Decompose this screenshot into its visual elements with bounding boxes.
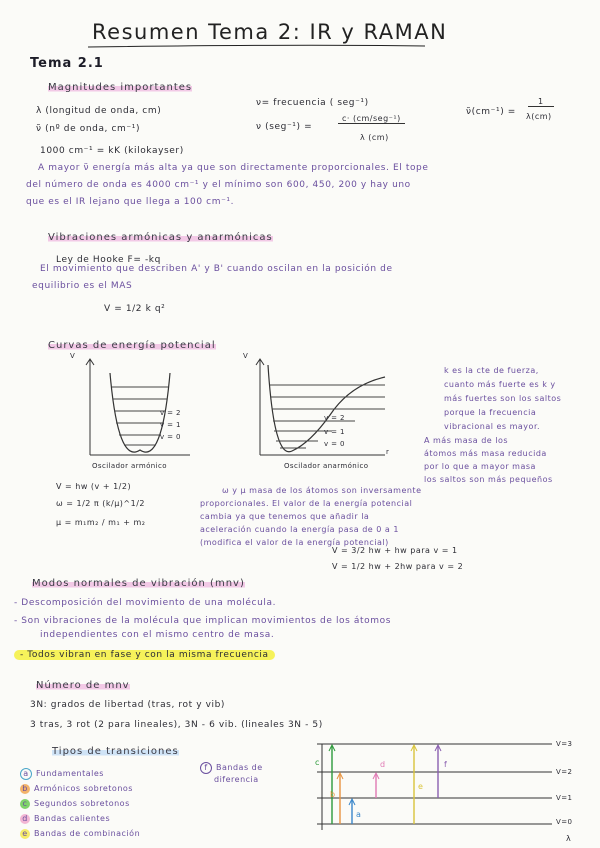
energy-eq: V = hw (v + 1/2): [56, 482, 132, 491]
vibraciones-heading: Vibraciones armónicas y anarmónicas: [48, 232, 273, 243]
page-title: Resumen Tema 2: IR y RAMAN: [92, 20, 448, 44]
energy-v1: V = 3/2 hw + hw para v = 1: [332, 546, 458, 555]
numero-heading: Número de mnv: [36, 680, 130, 691]
modos-bullet-3: - Todos vibran en fase y con la misma frecuencia: [14, 650, 275, 660]
mass-note: A más masa de los átomos más masa reducida por lo que a mayor masa los saltos son más pequeños: [424, 436, 553, 484]
modos-bullet-1: - Descomposición del movimiento de una molécula.: [14, 598, 277, 608]
hooke-law: Ley de Hooke F= -kq: [56, 255, 161, 265]
vib-line-2: El movimiento que describen A' y B' cuando oscilan en la posición de: [40, 264, 393, 274]
mag-paragraph-2: del número de onda es 4000 cm⁻¹ y el mínimo son 600, 450, 200 y hay uno: [26, 180, 411, 190]
transiciones-heading: Tipos de transiciones: [52, 746, 179, 757]
title-underline: [0, 0, 600, 60]
arrow-label-d: d: [380, 760, 386, 769]
list-item: e Bandas de combinación: [20, 826, 140, 841]
level-v3: V=3: [556, 740, 573, 748]
anharmonic-level-1: v = 1: [324, 428, 345, 436]
energy-v2: V = 1/2 hw + 2hw para v = 2: [332, 562, 464, 571]
modos-bullet-2b: independientes con el mismo centro de masa.: [40, 630, 275, 640]
harmonic-caption: Oscilador armónico: [92, 462, 167, 470]
curvas-heading: Curvas de energía potencial: [48, 340, 216, 351]
arrow-label-c: c: [315, 758, 320, 767]
subtitle: Tema 2.1: [30, 56, 104, 71]
vib-line-3: equilibrio es el MAS: [32, 281, 133, 291]
anharmonic-level-0: v = 0: [324, 440, 345, 448]
vib-potential-eq: V = 1/2 k q²: [104, 304, 166, 314]
k-constant-note: k es la cte de fuerza, cuanto más fuerte es k y más fuertes son los saltos porque la frecuencia vibracional es mayor.: [444, 366, 562, 431]
mag-frequency-eq: ν (seg⁻¹) =: [256, 122, 313, 132]
transitions-diagram: [312, 736, 572, 836]
mag-freq-numerator: c· (cm/seg⁻¹): [338, 114, 405, 124]
magnitudes-heading: Magnitudes importantes: [48, 82, 193, 93]
lambda-axis: λ: [566, 834, 572, 843]
mag-wn-denominator: λ(cm): [526, 112, 552, 121]
list-item: b Armónicos sobretonos: [20, 781, 140, 796]
difference-bands: f Bandas de diferencia: [200, 762, 263, 786]
anharmonic-oscillator-graph: [240, 355, 390, 465]
anharmonic-level-2: v = 2: [324, 414, 345, 422]
list-item: c Segundos sobretonos: [20, 796, 140, 811]
omega-mass-note: ω y μ masa de los átomos son inversamente proporcionales. El valor de la energía potencial cambia ya que tenemos que añadir la aceleración cuando la energía pasa de 0 a 1 (modifica el valor de la energía potencial): [200, 486, 422, 547]
mag-freq-denominator: λ (cm): [360, 133, 389, 142]
anharmonic-axis-r: r: [386, 448, 390, 456]
arrow-label-a: a: [356, 810, 362, 819]
arrow-label-e: e: [418, 782, 424, 791]
modos-heading: Modos normales de vibración (mnv): [32, 578, 245, 589]
anharmonic-axis-v: V: [243, 352, 249, 360]
level-v0: V=0: [556, 818, 573, 826]
mag-frequency: ν= frecuencia ( seg⁻¹): [256, 98, 369, 108]
arrow-label-f: f: [444, 760, 448, 769]
list-item: d Bandas calientes: [20, 811, 140, 826]
reduced-mass-eq: μ = m₁m₂ / m₁ + m₂: [56, 518, 146, 527]
modos-bullet-2a: - Son vibraciones de la molécula que implican movimientos de los átomos: [14, 616, 392, 626]
mag-paragraph-1: A mayor ν̃ energía más alta ya que son directamente proporcionales. El tope: [38, 163, 429, 173]
mag-kayser: 1000 cm⁻¹ = kK (kilokayser): [40, 146, 184, 156]
mag-wn-numerator: 1: [528, 97, 554, 107]
transition-list: [20, 766, 140, 841]
anharmonic-caption: Oscilador anarmónico: [284, 462, 369, 470]
level-v1: V=1: [556, 794, 573, 802]
mag-paragraph-3: que es el IR lejano que llega a 100 cm⁻¹.: [26, 197, 235, 207]
arrow-label-b: b: [330, 790, 336, 799]
mag-wavenumber-eq: ν̃(cm⁻¹) =: [466, 107, 516, 117]
level-v2: V=2: [556, 768, 573, 776]
harmonic-axis-v: V: [70, 352, 76, 360]
harmonic-level-2: v = 2: [160, 409, 181, 417]
numero-line-1: 3N: grados de libertad (tras, rot y vib): [30, 700, 226, 710]
mag-lambda: λ (longitud de onda, cm): [36, 106, 162, 116]
list-item: a Fundamentales: [20, 766, 140, 781]
harmonic-level-0: v = 0: [160, 433, 181, 441]
omega-eq: ω = 1/2 π (k/μ)^1/2: [56, 499, 146, 508]
mag-wavenumber: ν̃ (nº de onda, cm⁻¹): [36, 124, 141, 134]
numero-line-2: 3 tras, 3 rot (2 para lineales), 3N - 6 vib. (lineales 3N - 5): [30, 720, 323, 730]
harmonic-level-1: v = 1: [160, 421, 181, 429]
